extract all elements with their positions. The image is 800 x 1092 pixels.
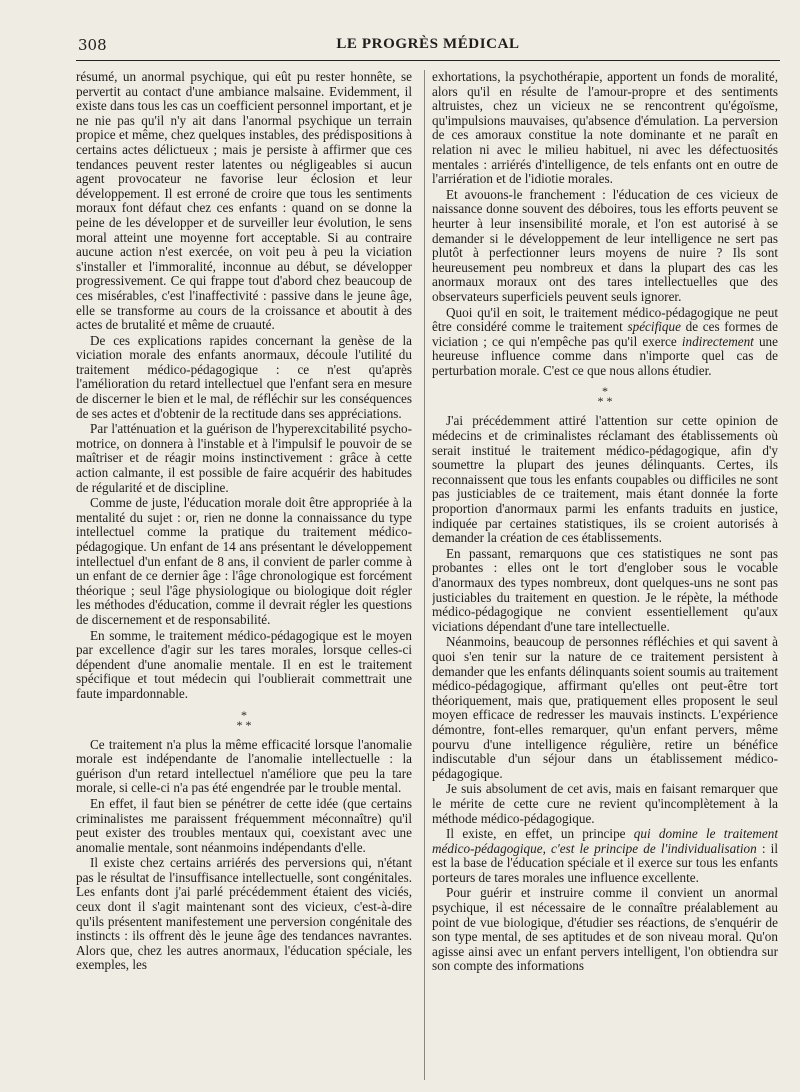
section-separator: * * * (236, 707, 252, 732)
paragraph (432, 306, 778, 379)
left-column (76, 70, 412, 1080)
column-separator (424, 70, 425, 1080)
right-column (432, 70, 778, 1080)
paragraph: Je suis absolument de cet avis, mais en faisant remarquer que le mérite de cette cure ne revient qu'incomplètement à la méthode médico-pédagogique. (432, 781, 778, 826)
paragraph: En somme, le traitement médico-pédagogique est le moyen par excellence d'agir sur les tares morales, lorsque celles-ci dépendent d'une anomalie mentale. Il en est le traitement spécifique et tout médecin qui l'oublierait commettrait une faute impardonnable. (76, 627, 412, 701)
paragraph: En passant, remarquons que ces statistiques ne sont pas probantes : elles ont le tort d'englober sous le vocable d'anormaux des types nombreux, dont quelques-uns ne sont pas justiciables du traitement en question. Je le répète, la méthode médico-pédagogique ne convient essentiellement qu'aux viciations dépendant d'une tare intellectuelle. (432, 545, 778, 634)
paragraph: Par l'atténuation et la guérison de l'hyperexcitabilité psycho-motrice, on donnera à l'instable et à l'impulsif le pouvoir de se maîtriser et de réagir moins instinctivement : grâce à cette action calmante, il est possible de faire acquérir des habitudes de régularité et de discipline. (76, 421, 412, 495)
paragraph: exhortations, la psychothérapie, apportent un fonds de moralité, alors qu'il en résulte de l'amour-propre et des sentiments altruistes, chez un vicieux ne se rencontrent qu'égoïsme, qu'impulsions mauvaises, qu'absence d'émulation. La perversion de ces amoraux constitue la note dominante et ne paraît en relation ni avec le milieu habituel, ni avec les défectuosités mentales : arriérés d'intelligence, de tels enfants ont en outre de l'arriération et de l'idiotie morales. (432, 70, 778, 187)
paragraph: Et avouons-le franchement : l'éducation de ces vicieux de naissance donne souvent des déboires, tous les efforts peuvent se heurter à leur insensibilité morale, et l'on est autorisé à se demander si le développement de leur intelligence ne sert pas plutôt à perfectionner leurs moyens de nuire ? Ils sont heureusement peu nombreux et dans la plupart des cas les anormaux moraux ont des tares intellectuelles que des observateurs superficiels peuvent seuls ignorer. (432, 186, 778, 304)
paragraph: Pour guérir et instruire comme il convient un anormal psychique, il est nécessaire de le connaître préalablement au point de vue biologique, d'étudier ses réactions, de s'enquérir de son type mental, de ses aptitudes et de son niveau moral. Qu'on agisse ainsi avec un enfant pervers intelligent, l'on obtiendra sur son compte des informations (432, 885, 778, 974)
paragraph: Ce traitement n'a plus la même efficacité lorsque l'anomalie morale est indépendante de l'anomalie intellectuelle : la guérison d'un retard intellectuel n'améliore que peu la tare morale, si celle-ci n'a pas été engendrée par le trouble mental. (76, 736, 412, 796)
running-title: LE PROGRÈS MÉDICAL (336, 36, 520, 52)
paragraph: Néanmoins, beaucoup de personnes réfléchies et qui savent à quoi s'en tenir sur la nature de ce traitement persistent à demander que les enfants délinquants soient soumis au traitement médico-pédagogique, affirmant qu'elles ont peut-être tort théoriquement, mais que, pratiquement elles proposent le seul moyen efficace de redresser les mauvais instincts. L'expérience démontre, font-elles remarquer, qu'un enfant pervers, même pourvu d'une intelligence régulière, retire un bénéfice indiscutable d'un séjour dans un établissement médico-pédagogique. (432, 634, 778, 781)
paragraph: En effet, il faut bien se pénétrer de cette idée (que certains criminalistes me paraissent fréquemment méconnaître) qu'il peut exister des troubles mentaux qui, coexistant avec une anomalie mentale, sont néanmoins indépendants d'elle. (76, 795, 412, 855)
paragraph: résumé, un anormal psychique, qui eût pu rester honnête, se pervertit au contact d'une ambiance malsaine. Evidemment, il existe dans tous les cas un coefficient personnel important, et je ne nie pas qu'il n'y ait dans l'anormal psychique un terrain propice et même, chez quelques instables, des prédispositions à certains actes délictueux ; mais je persiste à affirmer que ces tendances peuvent rester latentes ou négligeables si aucun agent provocateur ne favorise leur éclosion et leur développement. Il est erroné de croire que tous les sentiments moraux font défaut chez ces enfants : quand on se donne la peine de les développer et de surveiller leur évolution, le sens moral atteint une moyenne fort acceptable. Si au contraire aucune action n'est exercée, on voit peu à peu la viciation s'installer et l'immoralité, inconnue au début, se développer progressivement. Ce qui frappe tout d'abord chez beaucoup de ces misérables, c'est l'inaffectivité : passive dans le jeune âge, elle se transforme au cours de la croissance et aboutit à des actes de brutalité et même de cruauté. (76, 70, 412, 333)
paragraph: De ces explications rapides concernant la genèse de la viciation morale des enfants anormaux, découle l'utilité du traitement médico-pédagogique : ce n'est qu'après l'amélioration du retard intellectuel que l'enfant sera en mesure de discerner le bien et le mal, de réfléchir sur les conséquences de ses actes et d'obtenir de la rectitude dans ses appréciations. (76, 332, 412, 421)
emphasis: indirectement (681, 333, 754, 349)
text-run: : il est la base de l'éducation spéciale et il exerce sur tous les enfants porteurs de tares morales une influence excellente. (432, 840, 778, 885)
paragraph: Comme de juste, l'éducation morale doit être appropriée à la mentalité du sujet : or, rien ne donne la connaissance du type intellectuel comme la pratique du traitement médico-pédagogique. Un enfant de 14 ans présentant le développement intellectuel d'un enfant de 8 ans, il convient de parler comme à un enfant de ce dernier âge : l'âge chronologique est forcément théorique ; seul l'âge physiologique ou biologique doit régler les méthodes d'éducation, comme il devrait régler les questions de discernement et de responsabilité. (76, 495, 412, 627)
paragraph: J'ai précédemment attiré l'attention sur cette opinion de médecins et de criminalistes réclamant des établissements où serait institué le traitement médico-pédagogique, afin d'y soumettre la plupart des jeunes délinquants. Certes, ils reconnaissent que tous les enfants coupables ou difficiles ne sont pas justiciables de ce traitement, mais étant donnée la forte proportion d'anormaux parmi les enfants traduits en justice, indiquée par certaines statistiques, ils se croient autorisés à demander la création de ces établissements. (432, 413, 778, 546)
text-run: une heureuse influence comme dans n'importe quel cas de perturbation morale. C'est ce que nous allons étudier. (432, 333, 778, 378)
paragraph (432, 827, 778, 885)
emphasis: spécifique (627, 319, 681, 335)
text-run: de ces formes de viciation ; ce qui n'empêche pas qu'il exerce (432, 319, 778, 349)
text-run: Quoi qu'il en soit, le traitement médico-pédagogique ne peut être considéré comme le traitement (432, 304, 778, 335)
page-number: 308 (78, 36, 107, 54)
page-header (78, 36, 778, 56)
emphasis: qui domine le traitement médico-pédagogique, c'est le principe de l'individualisation (432, 826, 778, 856)
paragraph: Il existe chez certains arriérés des perversions qui, n'étant pas le résultat de l'insuffisance intellectuelle, sont congénitales. Les enfants dont j'ai parlé précédemment étaient des viciés, ceux dont il s'agit maintenant sont des vicieux, c'est-à-dire qu'ils présentent manifestement une perversion congénitale des instincts : ils offrent dès le jeune âge des tendances navrantes. Alors que, chez les autres anormaux, l'éducation spéciale, les exemples, les (76, 855, 412, 973)
header-rule (76, 60, 780, 61)
text-run: Il existe, en effet, un principe (446, 826, 634, 842)
section-separator: * * * (597, 384, 613, 409)
